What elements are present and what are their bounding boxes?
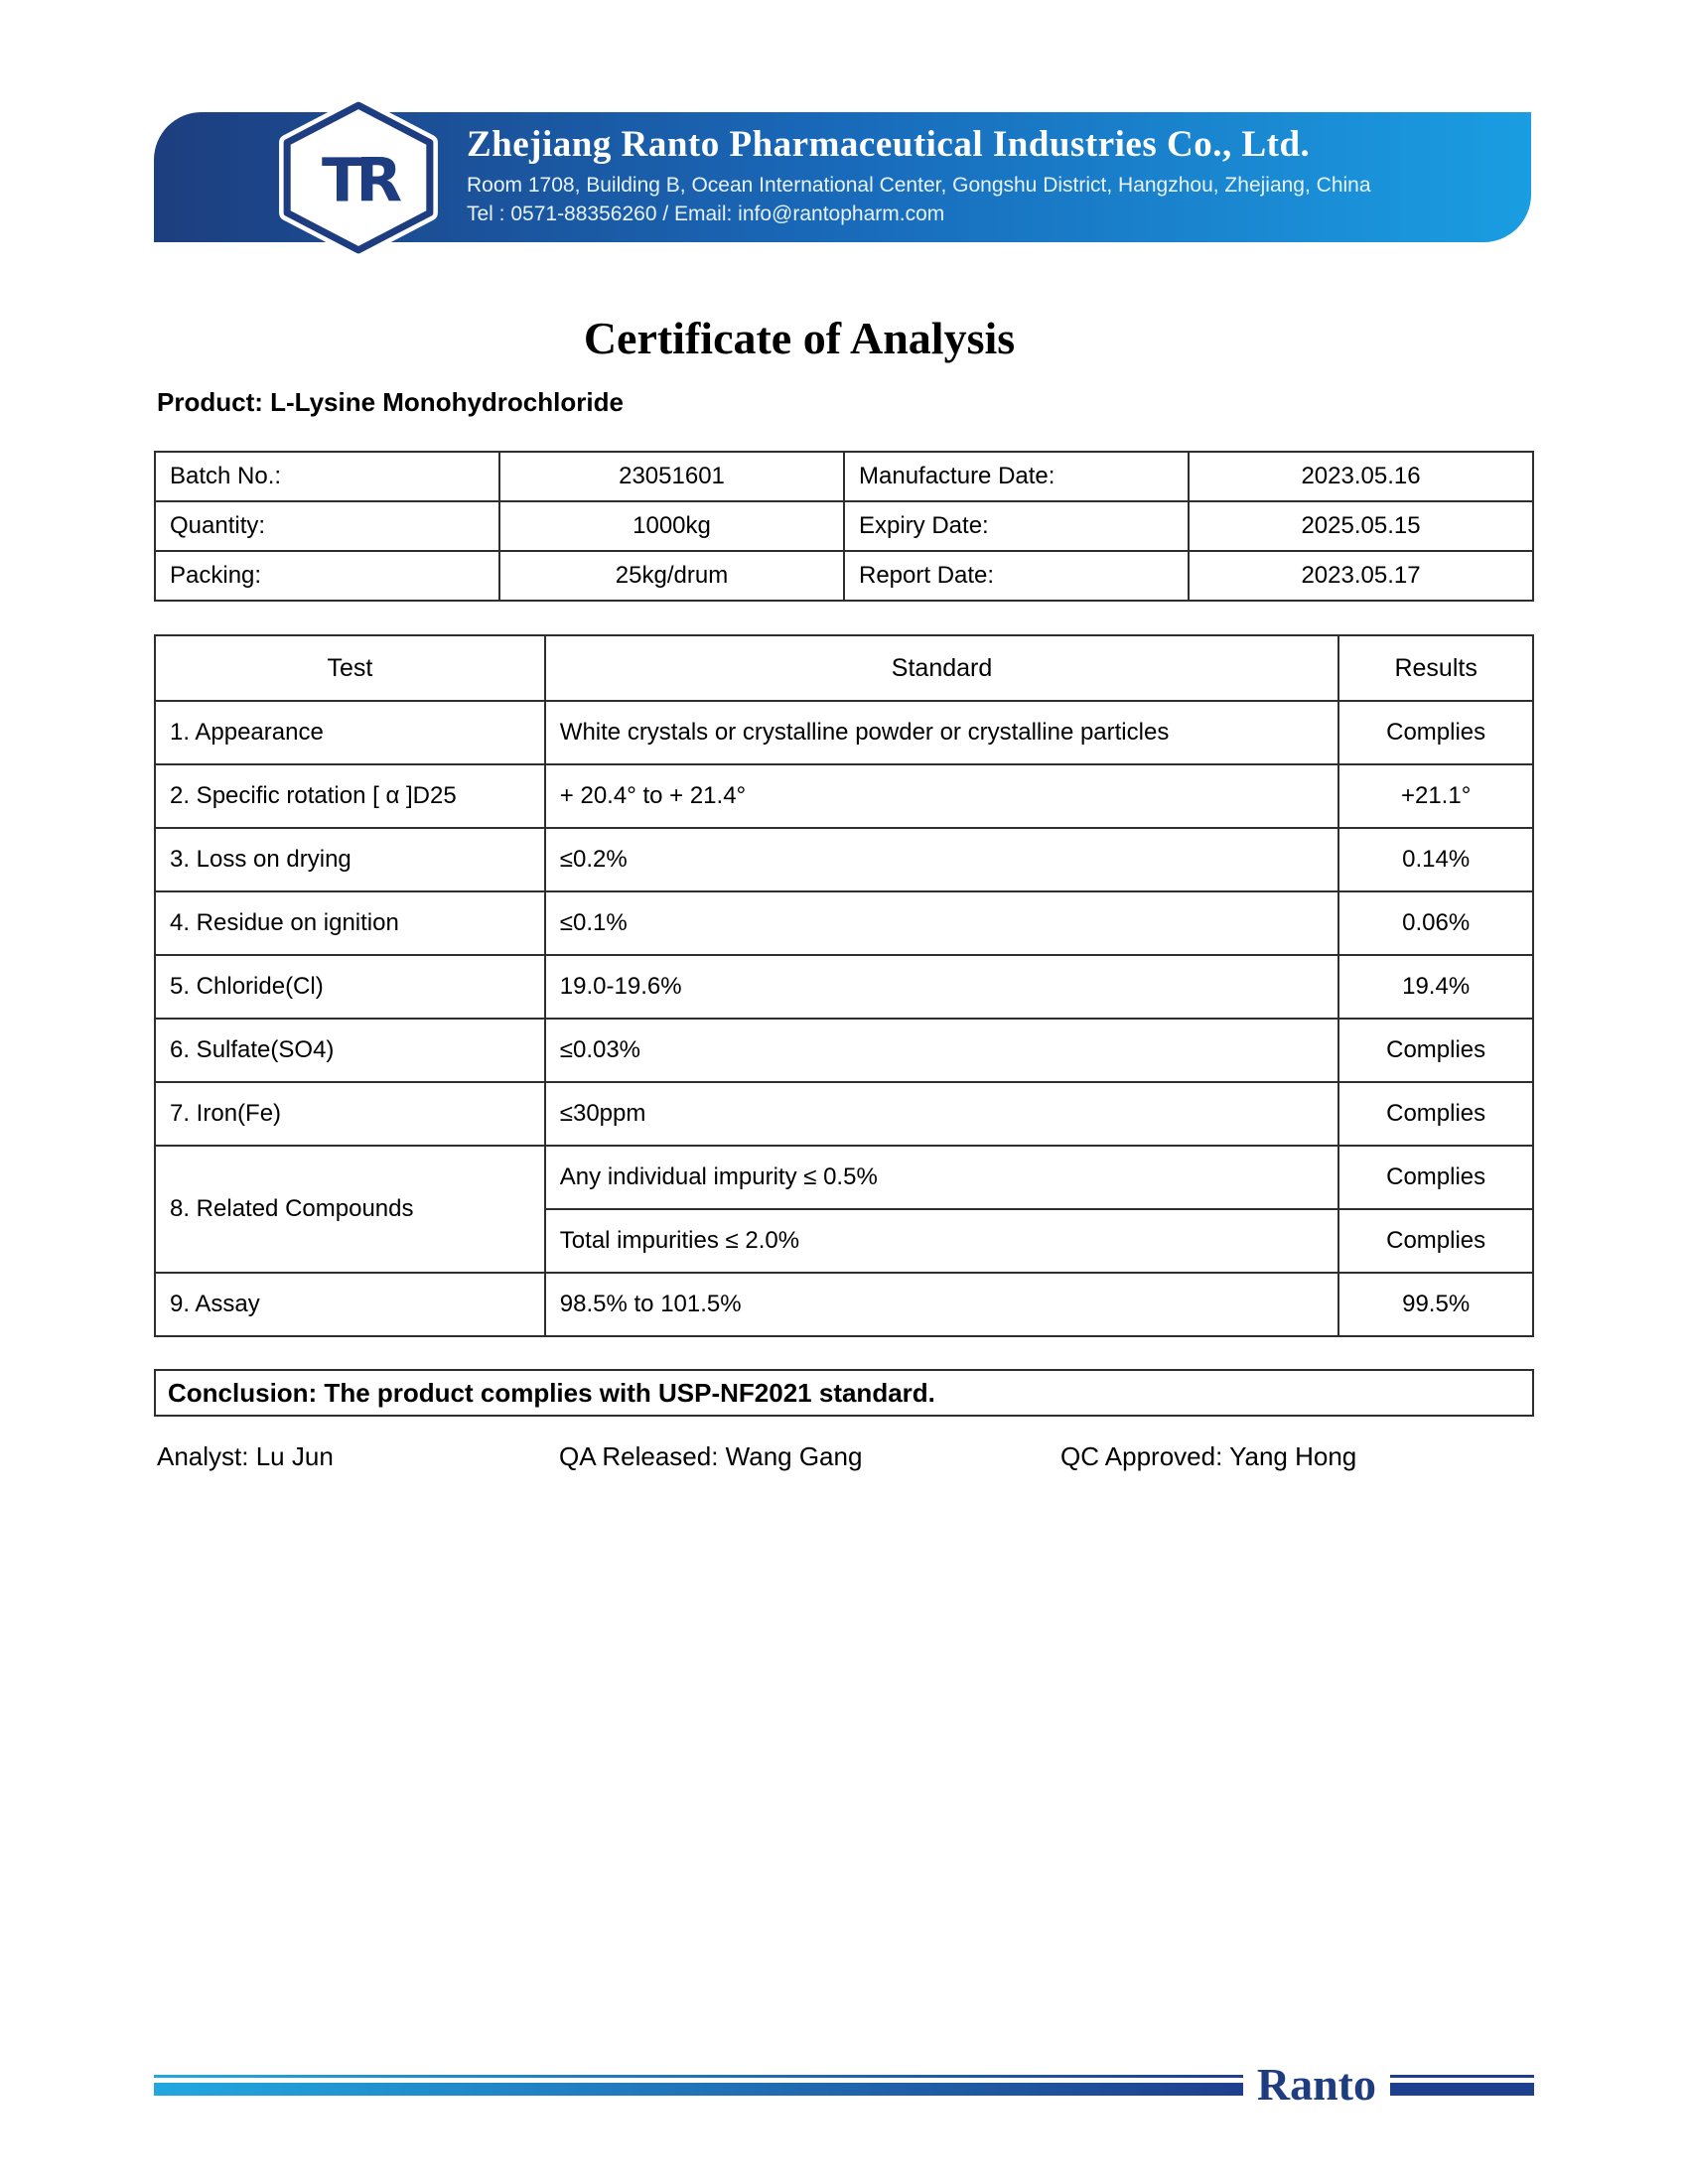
table-header-row: [155, 635, 1533, 701]
header-text-block: [467, 123, 1460, 227]
table-row: [155, 501, 1533, 551]
test-result: Complies: [1338, 701, 1533, 764]
table-row: [155, 764, 1533, 828]
company-address: Room 1708, Building B, Ocean International Center, Gongshu District, Hangzhou, Zhejiang, China: [467, 174, 1371, 197]
test-result: Complies: [1338, 1146, 1533, 1209]
test-result: 19.4%: [1338, 955, 1533, 1019]
logo-monogram-text: TR: [322, 146, 395, 216]
test-result: 99.5%: [1338, 1273, 1533, 1336]
info-value: 1000kg: [499, 501, 844, 551]
test-name: 5. Chloride(Cl): [155, 955, 545, 1019]
analyst-signature: Analyst: Lu Jun: [157, 1441, 334, 1471]
test-name: 7. Iron(Fe): [155, 1082, 545, 1146]
footer-rule-left: [154, 2075, 1243, 2096]
test-name: 4. Residue on ignition: [155, 891, 545, 955]
hexagon-tr-icon: [274, 98, 443, 257]
test-name: 9. Assay: [155, 1273, 545, 1336]
test-result: 0.14%: [1338, 828, 1533, 891]
table-row: [155, 1273, 1533, 1336]
company-contact: Tel : 0571-88356260 / Email: info@rantopharm.com: [467, 203, 945, 225]
test-result: +21.1°: [1338, 764, 1533, 828]
test-standard: Total impurities ≤ 2.0%: [545, 1209, 1338, 1273]
test-standard: ≤0.03%: [545, 1019, 1338, 1082]
table-row: [155, 1146, 1533, 1209]
info-value: 2023.05.17: [1189, 551, 1533, 601]
info-label: Quantity:: [155, 501, 499, 551]
info-label: Manufacture Date:: [844, 452, 1189, 501]
test-name: 6. Sulfate(SO4): [155, 1019, 545, 1082]
test-standard: Any individual impurity ≤ 0.5%: [545, 1146, 1338, 1209]
signatures-row: [157, 1441, 1537, 1475]
company-name: Zhejiang Ranto Pharmaceutical Industries Co., Ltd.: [467, 124, 1311, 165]
test-results-table: [154, 634, 1534, 1337]
table-row: [155, 1019, 1533, 1082]
test-standard: 98.5% to 101.5%: [545, 1273, 1338, 1336]
info-label: Packing:: [155, 551, 499, 601]
test-result: Complies: [1338, 1019, 1533, 1082]
test-name: 8. Related Compounds: [155, 1146, 545, 1273]
page-title: Certificate of Analysis: [583, 313, 1016, 363]
test-standard: 19.0-19.6%: [545, 955, 1338, 1019]
test-result: Complies: [1338, 1209, 1533, 1273]
test-standard: White crystals or crystalline powder or crystalline particles: [545, 701, 1338, 764]
footer-rule-right: [1390, 2075, 1534, 2096]
column-header-results: Results: [1338, 635, 1533, 701]
test-standard: + 20.4° to + 21.4°: [545, 764, 1338, 828]
test-standard: ≤0.2%: [545, 828, 1338, 891]
qc-signature: QC Approved: Yang Hong: [1060, 1441, 1357, 1471]
test-name: 2. Specific rotation [ α ]D25: [155, 764, 545, 828]
test-result: 0.06%: [1338, 891, 1533, 955]
info-label: Expiry Date:: [844, 501, 1189, 551]
info-value: 25kg/drum: [499, 551, 844, 601]
footer: [154, 2061, 1534, 2109]
table-row: [155, 828, 1533, 891]
test-name: 3. Loss on drying: [155, 828, 545, 891]
table-row: [155, 891, 1533, 955]
info-value: 2025.05.15: [1189, 501, 1533, 551]
info-label: Report Date:: [844, 551, 1189, 601]
column-header-standard: Standard: [545, 635, 1338, 701]
test-standard: ≤30ppm: [545, 1082, 1338, 1146]
column-header-test: Test: [155, 635, 545, 701]
batch-info-table: [154, 451, 1534, 602]
info-value: 23051601: [499, 452, 844, 501]
table-row: [155, 452, 1533, 501]
qa-signature: QA Released: Wang Gang: [559, 1441, 863, 1471]
test-name: 1. Appearance: [155, 701, 545, 764]
test-result: Complies: [1338, 1082, 1533, 1146]
conclusion-box: [154, 1369, 1534, 1417]
product-line: Product: L-Lysine Monohydrochloride: [157, 387, 624, 417]
test-standard: ≤0.1%: [545, 891, 1338, 955]
table-row: [155, 955, 1533, 1019]
table-row: [155, 1082, 1533, 1146]
footer-brand-wordmark: Ranto: [1256, 2059, 1376, 2110]
company-logo: [274, 98, 443, 257]
info-value: 2023.05.16: [1189, 452, 1533, 501]
table-row: [155, 551, 1533, 601]
info-label: Batch No.:: [155, 452, 499, 501]
conclusion-text: Conclusion: The product complies with USP-NF2021 standard.: [168, 1377, 935, 1408]
table-row: [155, 701, 1533, 764]
